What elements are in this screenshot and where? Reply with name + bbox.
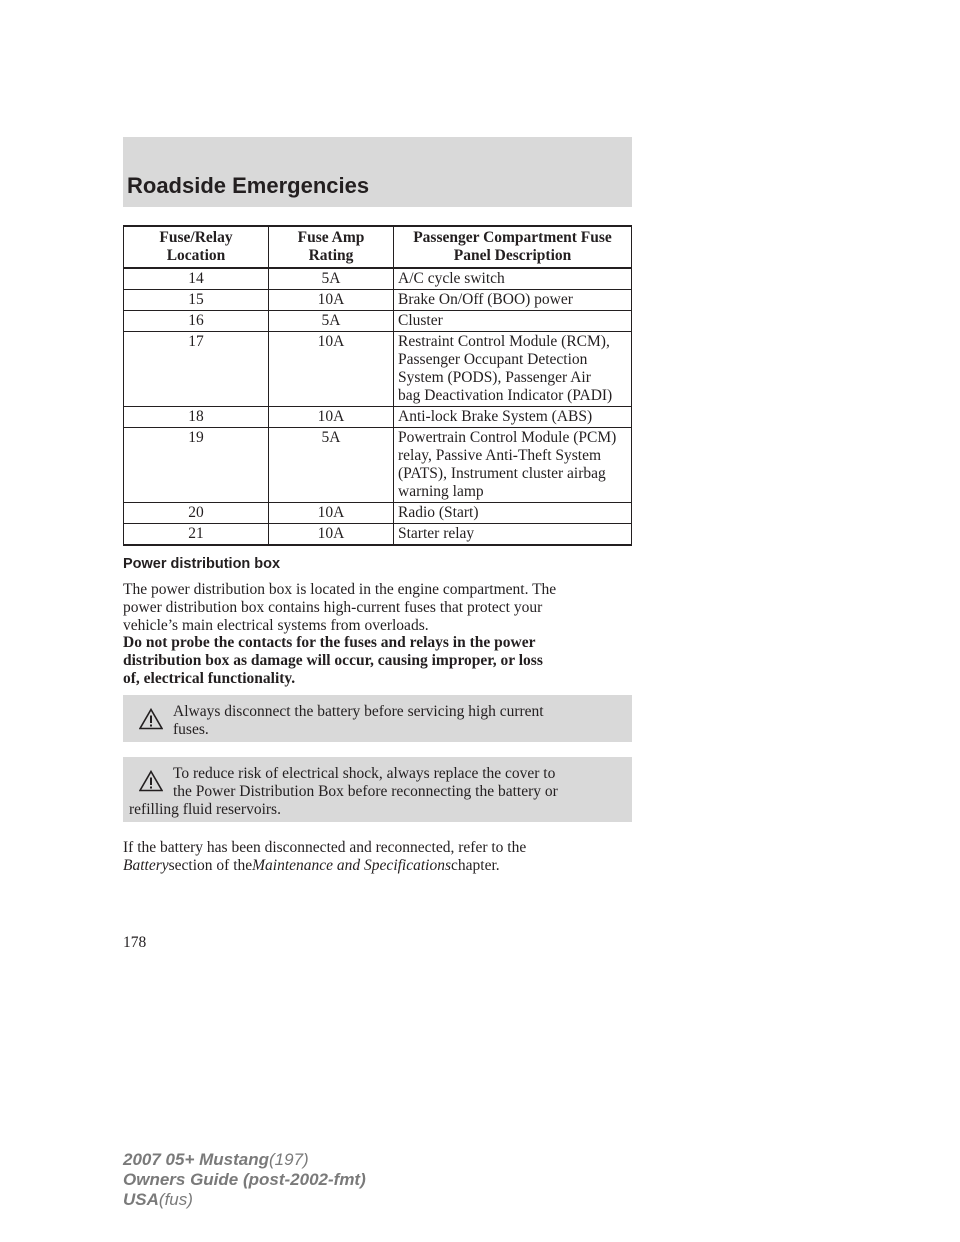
fuse-rating-cell: 5A [269, 268, 394, 290]
fuse-rating-cell: 10A [269, 332, 394, 407]
description-line: System (PODS), Passenger Air [398, 369, 591, 386]
fuse-table [123, 225, 632, 546]
warning-box [123, 695, 632, 742]
column-header-location: Fuse/Relay Location [124, 226, 269, 268]
description-line: A/C cycle switch [398, 270, 505, 287]
subsection-heading: Power distribution box [123, 556, 281, 572]
fuse-description-cell [394, 503, 632, 524]
table-row [124, 290, 632, 311]
fuse-rating-cell: 5A [269, 311, 394, 332]
table-row [124, 524, 632, 546]
description-line: Radio (Start) [398, 504, 479, 521]
fuse-location-cell: 17 [124, 332, 269, 407]
fuse-location-cell: 18 [124, 407, 269, 428]
table-row [124, 503, 632, 524]
fuse-rating-cell: 10A [269, 407, 394, 428]
section-title: Roadside Emergencies [127, 173, 370, 198]
fuse-location-cell: 16 [124, 311, 269, 332]
table-row [124, 268, 632, 290]
table-row [124, 407, 632, 428]
column-header-description: Passenger Compartment Fuse Panel Description [394, 226, 632, 268]
description-line: (PATS), Instrument cluster airbag [398, 465, 606, 482]
fuse-description-cell [394, 407, 632, 428]
description-line: warning lamp [398, 483, 484, 500]
document-footer: 2007 05+ Mustang(197) Owners Guide (post-2002-fmt) USA(fus) [123, 1150, 366, 1209]
fuse-rating-cell: 10A [269, 503, 394, 524]
description-line: Restraint Control Module (RCM), [398, 333, 610, 350]
table-row [124, 311, 632, 332]
fuse-location-cell: 14 [124, 268, 269, 290]
description-line: Cluster [398, 312, 443, 329]
description-line: Powertrain Control Module (PCM) [398, 429, 617, 446]
reference-paragraph: If the battery has been disconnected and reconnected, refer to the Batterysection of theMaintenance and Specificationschapter. [123, 839, 527, 874]
fuse-table-header-row [124, 226, 632, 268]
fuse-rating-cell: 5A [269, 428, 394, 503]
section-header-band [123, 137, 632, 207]
fuse-description-cell [394, 290, 632, 311]
description-line: Starter relay [398, 525, 475, 542]
table-row [124, 428, 632, 503]
page-number: 178 [123, 934, 147, 951]
column-header-rating: Fuse Amp Rating [269, 226, 394, 268]
fuse-description-cell [394, 311, 632, 332]
fuse-location-cell: 20 [124, 503, 269, 524]
table-row [124, 332, 632, 407]
warning-triangle-icon [139, 770, 163, 792]
warning-triangle-icon [139, 708, 163, 730]
warning-text: Always disconnect the battery before servicing high current fuses. [173, 703, 544, 738]
caution-paragraph: Do not probe the contacts for the fuses and relays in the power distribution box as damage will occur, causing improper, or loss of, electrical functionality. [123, 634, 543, 687]
description-line: Passenger Occupant Detection [398, 351, 588, 368]
warning-box [123, 757, 632, 822]
fuse-description-cell [394, 428, 632, 503]
fuse-description-cell [394, 268, 632, 290]
fuse-location-cell: 19 [124, 428, 269, 503]
fuse-rating-cell: 10A [269, 524, 394, 546]
battery-reference: Battery [123, 857, 169, 874]
fuse-description-cell [394, 332, 632, 407]
fuse-rating-cell: 10A [269, 290, 394, 311]
fuse-description-cell [394, 524, 632, 546]
fuse-location-cell: 21 [124, 524, 269, 546]
fuse-location-cell: 15 [124, 290, 269, 311]
warning-text: To reduce risk of electrical shock, always replace the cover to the Power Distribution Box before reconnecting the battery or refilling fluid reservoirs. [129, 765, 558, 818]
description-line: Anti-lock Brake System (ABS) [398, 408, 593, 425]
description-line: bag Deactivation Indicator (PADI) [398, 387, 613, 404]
description-line: relay, Passive Anti-Theft System [398, 447, 602, 464]
intro-paragraph: The power distribution box is located in the engine compartment. The power distribution box contains high-current fuses that protect your vehicle’s main electrical systems from overloads. [123, 581, 557, 634]
description-line: Brake On/Off (BOO) power [398, 291, 573, 308]
chapter-reference: Maintenance and Specifications [252, 857, 452, 874]
